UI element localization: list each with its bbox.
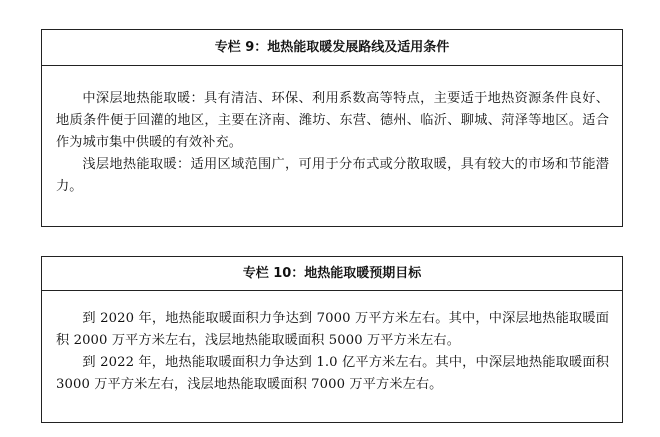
paragraph-target-2022: 到 2022 年，地热能取暖面积力争达到 1.0 亿平方米左右。其中，中深层地热能取暖面积 3000 万平方米左右，浅层地热能取暖面积 7000 万平方米左右。	[56, 355, 609, 392]
column-title: 专栏 9：地热能取暖发展路线及适用条件	[42, 30, 622, 66]
paragraph-deep-geothermal: 中深层地热能取暖：具有清洁、环保、利用系数高等特点，主要适于地热资源条件良好、地质条件便于回灌的地区，主要在济南、潍坊、东营、德州、临沂、聊城、菏泽等地区。适合作为城市集中供暖的有效补充。	[56, 91, 609, 150]
column-box-10	[41, 256, 623, 423]
column-body	[42, 291, 622, 396]
paragraph-target-2020: 到 2020 年，地热能取暖面积力争达到 7000 万平方米左右。其中，中深层地热能取暖面积 2000 万平方米左右，浅层地热能取暖面积 5000 万平方米左右。	[56, 311, 609, 348]
column-title: 专栏 10：地热能取暖预期目标	[42, 257, 622, 291]
column-box-9	[41, 29, 623, 227]
paragraph-shallow-geothermal: 浅层地热能取暖：适用区域范围广，可用于分布式或分散取暖，具有较大的市场和节能潜力。	[56, 157, 609, 194]
column-body	[42, 66, 622, 198]
